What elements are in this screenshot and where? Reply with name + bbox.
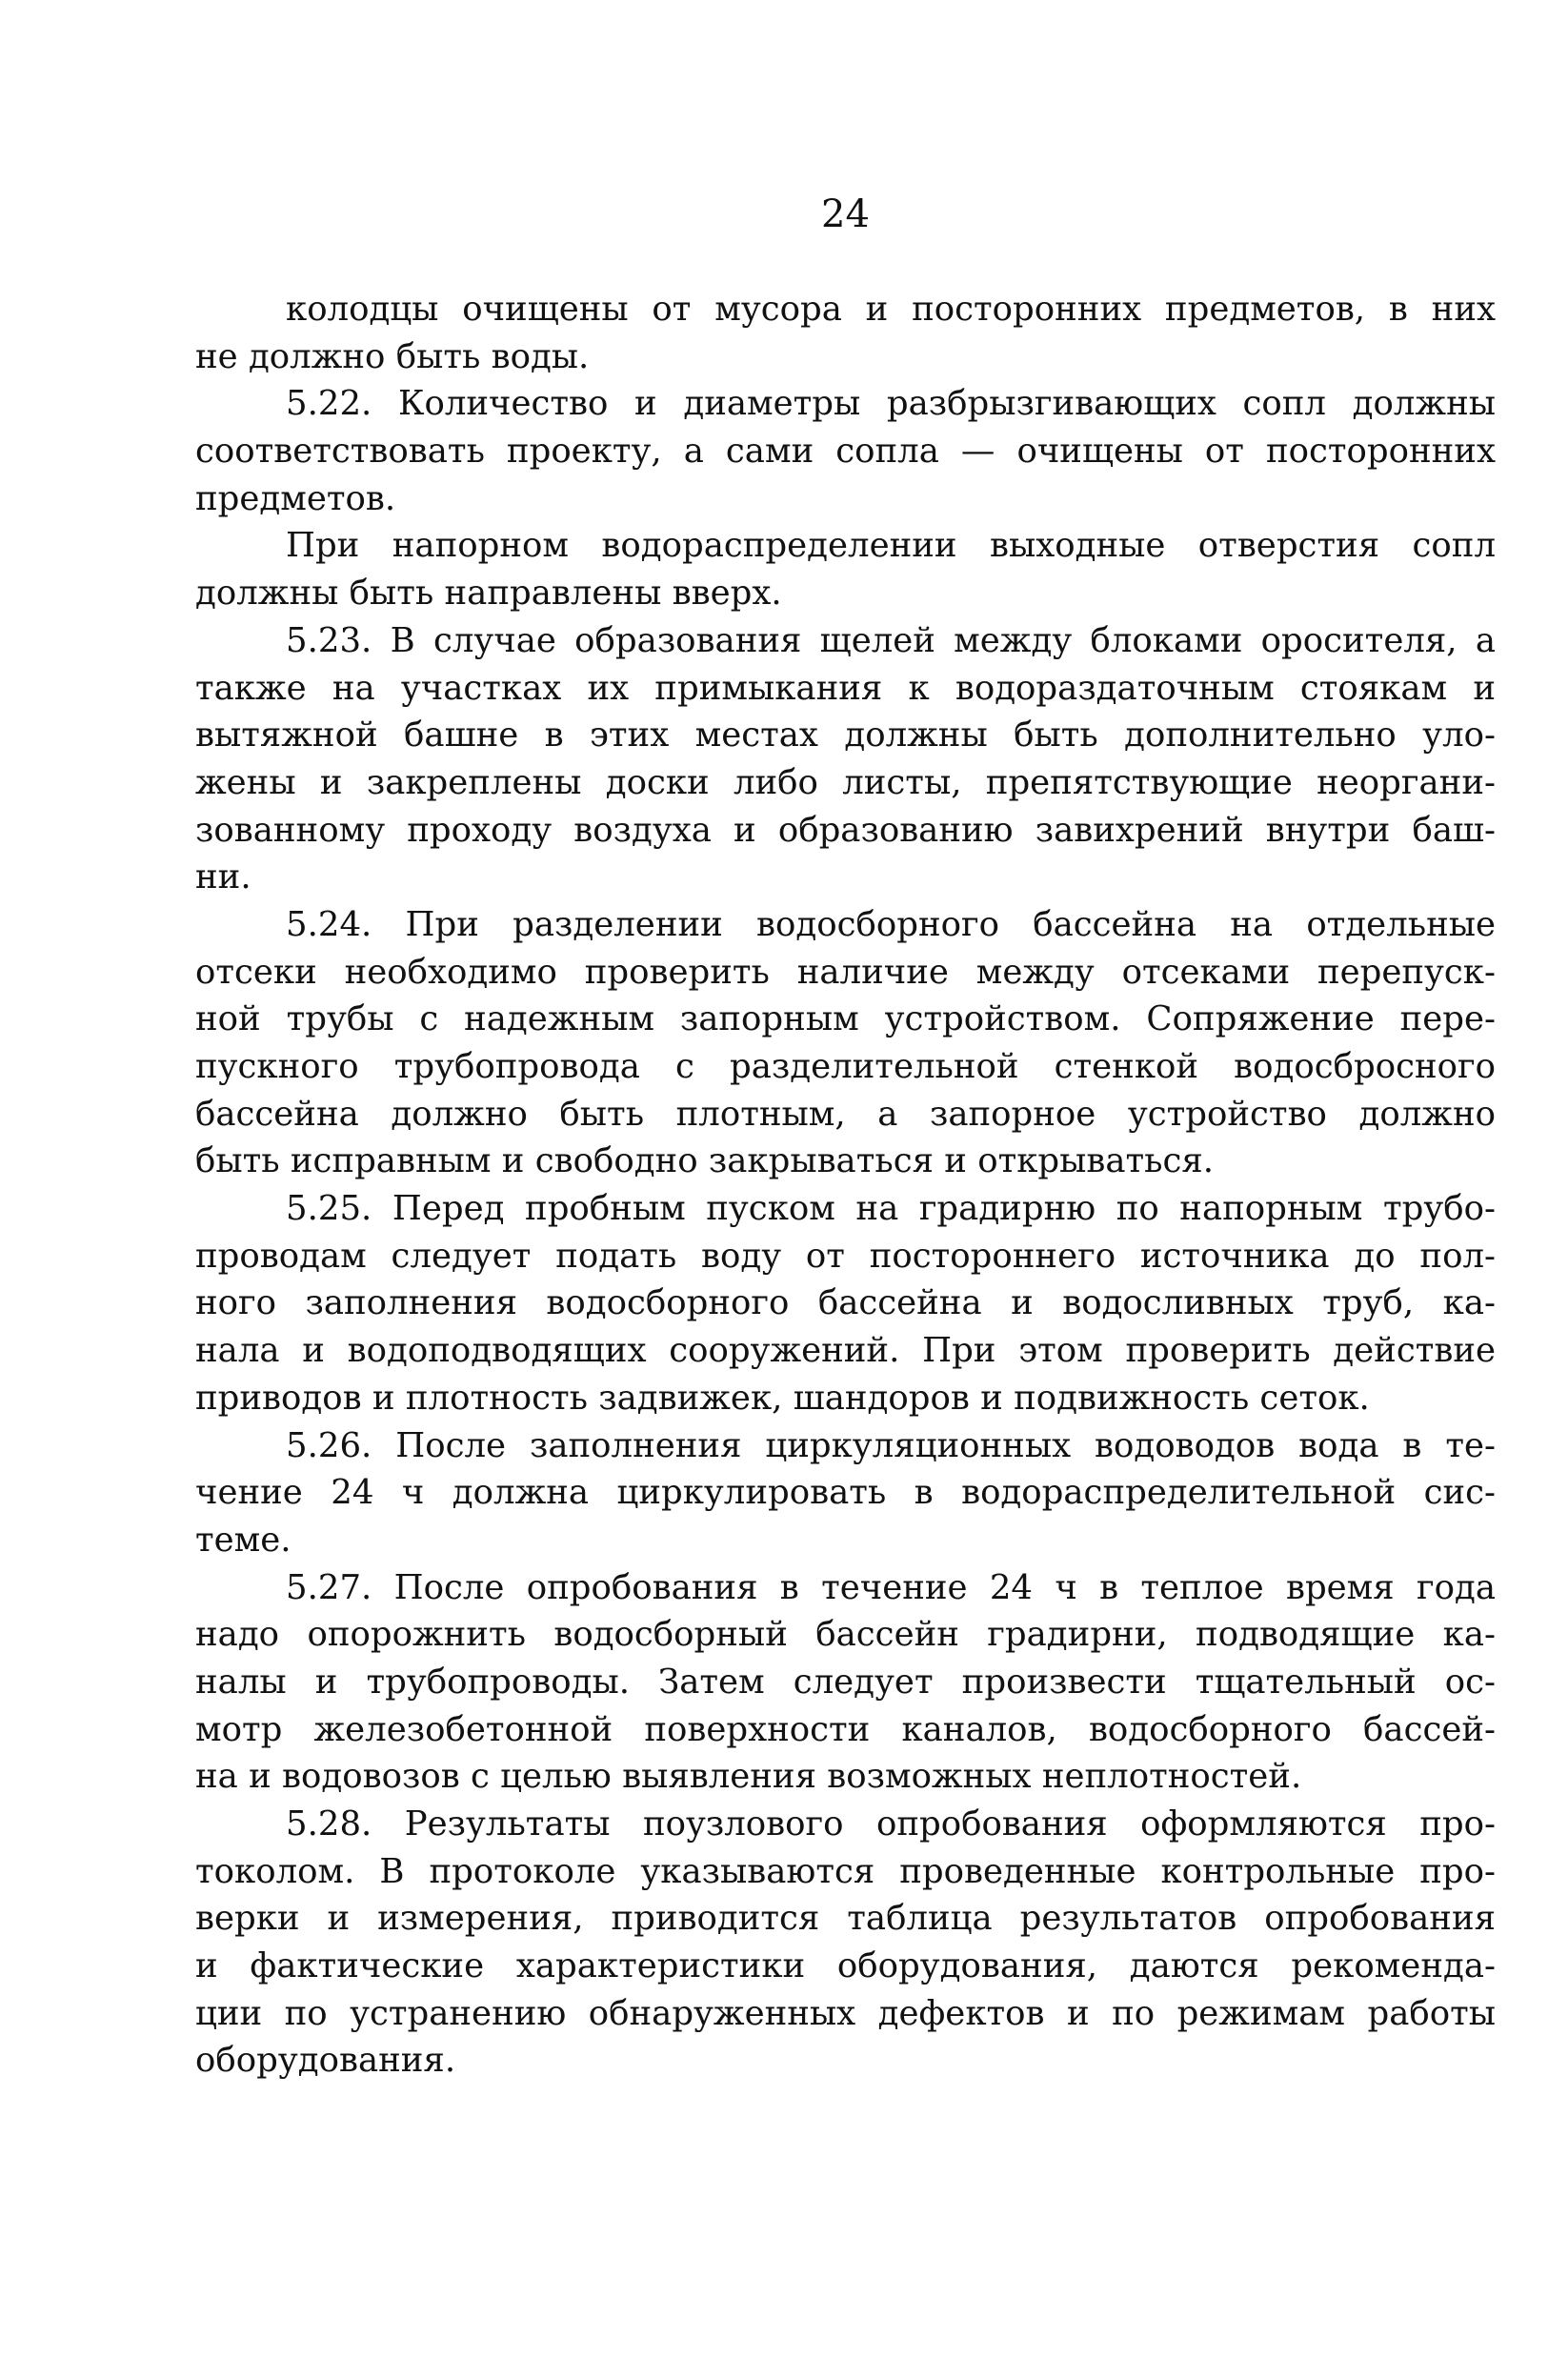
text-line: пускного трубопровода с разделительной стенкой водосбросного: [195, 1047, 1496, 1086]
text-line: чение 24 ч должна циркулировать в водораспределительной сис-: [195, 1473, 1496, 1513]
text-line: 5.26. После заполнения циркуляционных водоводов вода в те-: [286, 1425, 1496, 1465]
text-line: отсеки необходимо проверить наличие между отсеками перепуск-: [195, 952, 1496, 992]
text-line: ни.: [195, 857, 251, 897]
text-line: и фактические характеристики оборудования, даются рекоменда-: [195, 1946, 1496, 1986]
text-line: приводов и плотность задвижек, шандоров и подвижность сеток.: [195, 1378, 1370, 1418]
text-line: надо опорожнить водосборный бассейн градирни, подводящие ка-: [195, 1615, 1496, 1655]
text-line: должны быть направлены вверх.: [195, 574, 782, 614]
text-line: колодцы очищены от мусора и посторонних предметов, в них: [286, 290, 1496, 329]
text-line: ной трубы с надежным запорным устройством. Сопряжение пере-: [195, 999, 1496, 1039]
text-line: вытяжной башне в этих местах должны быть дополнительно уло-: [195, 715, 1496, 756]
text-line: зованному проходу воздуха и образованию завихрений внутри баш-: [195, 810, 1496, 850]
text-line: 5.25. Перед пробным пуском на градирню по напорным трубо-: [286, 1189, 1496, 1229]
text-line: ции по устранению обнаруженных дефектов и по режимам работы: [195, 1993, 1496, 2033]
text-line: соответствовать проекту, а сами сопла — очищены от посторонних: [195, 432, 1496, 472]
text-line: предметов.: [195, 478, 396, 518]
text-line: 5.22. Количество и диаметры разбрызгивающих сопл должны: [286, 384, 1496, 424]
text-line: оборудования.: [195, 2041, 456, 2081]
text-line: ного заполнения водосборного бассейна и водосливных труб, ка-: [195, 1283, 1496, 1323]
text-line: 5.27. После опробования в течение 24 ч в теплое время года: [286, 1567, 1496, 1607]
text-line: 5.23. В случае образования щелей между блоками оросителя, а: [286, 620, 1496, 660]
text-line: жены и закреплены доски либо листы, препятствующие неоргани-: [195, 762, 1496, 802]
text-line: также на участках их примыкания к водораздаточным стоякам и: [195, 668, 1496, 708]
body-text: [195, 286, 1496, 2085]
text-line: верки и измерения, приводится таблица результатов опробования: [195, 1899, 1496, 1939]
text-line: быть исправным и свободно закрываться и открываться.: [195, 1141, 1215, 1181]
text-line: на и водовозов с целью выявления возможных неплотностей.: [195, 1757, 1302, 1797]
text-line: При напорном водораспределении выходные отверстия сопл: [286, 526, 1496, 566]
text-line: бассейна должно быть плотным, а запорное устройство должно: [195, 1094, 1496, 1134]
text-line: 5.24. При разделении водосборного бассейна на отдельные: [286, 904, 1496, 944]
text-line: нала и водоподводящих сооружений. При этом проверить действие: [195, 1331, 1496, 1371]
text-line: не должно быть воды.: [195, 336, 590, 376]
text-line: мотр железобетонной поверхности каналов, водосборного бассей-: [195, 1709, 1496, 1749]
text-line: теме.: [195, 1520, 291, 1560]
text-line: налы и трубопроводы. Затем следует произвести тщательный ос-: [195, 1662, 1496, 1702]
text-line: 5.28. Результаты поузлового опробования оформляются про-: [286, 1804, 1496, 1844]
text-line: проводам следует подать воду от постороннего источника до пол-: [195, 1236, 1496, 1276]
page-number: 24: [821, 192, 870, 236]
text-line: токолом. В протоколе указываются проведенные контрольные про-: [195, 1851, 1496, 1891]
